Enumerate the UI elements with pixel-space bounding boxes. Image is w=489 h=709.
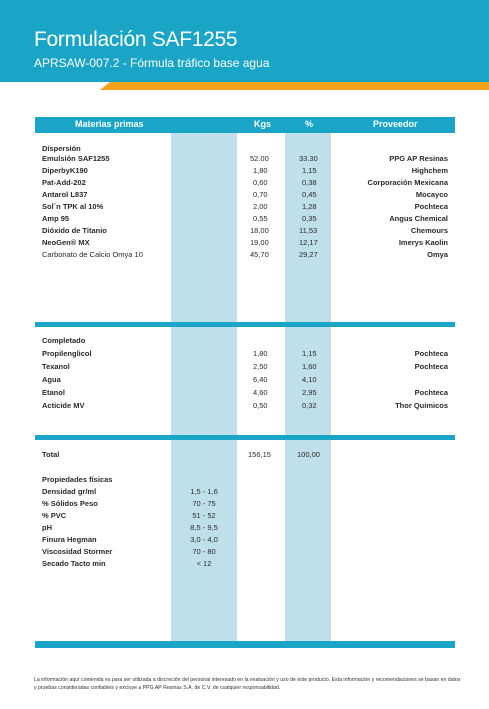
column-header-percent: % [305, 119, 314, 129]
percent-value: 33.30 [299, 154, 318, 163]
kgs-value: 6,40 [253, 375, 268, 384]
disclaimer-line-1: La información aquí contenida es para ser utilizada a discreción del personal interesado en la evaluación y uso de éste producto. Esta información y recomendaciones se basan en datos [34, 677, 461, 683]
supplier-name: Imerys Kaolin [398, 238, 448, 247]
property-value: 70 - 75 [192, 499, 216, 508]
percent-value: 0,45 [302, 190, 317, 199]
property-name: % Sólidos Peso [42, 499, 98, 508]
disclaimer-line-2: y pruebas consideradas confiables y excluye a PPG AP Resinas S.A. de C.V. de cualquier responsabilidad. [34, 685, 281, 691]
total-percent: 100,00 [297, 450, 320, 459]
kgs-value: 2,00 [253, 202, 268, 211]
total-label: Total [42, 450, 60, 459]
accent-stripe [0, 82, 489, 90]
percent-value: 12,17 [299, 238, 318, 247]
property-name: Finura Hegman [42, 535, 97, 544]
total-kgs: 156,15 [248, 450, 271, 459]
kgs-value: 19,00 [250, 238, 269, 247]
kgs-value: 0,60 [253, 178, 268, 187]
material-name: Propilenglicol [42, 349, 92, 358]
kgs-value: 18,00 [250, 226, 269, 235]
percent-value: 0,32 [302, 401, 317, 410]
supplier-name: Pochteca [414, 349, 448, 358]
percent-value: 11,53 [299, 226, 318, 235]
supplier-name: Angus Chemical [389, 214, 448, 223]
column-header-materials: Materias primas [75, 119, 144, 129]
kgs-value: 1,80 [253, 166, 268, 175]
material-name: Sol´n TPK al 10% [42, 202, 104, 211]
material-name: Pat-Add-202 [42, 178, 86, 187]
percent-value: 29,27 [299, 250, 318, 259]
material-name: Agua [42, 375, 61, 384]
material-name: Acticide MV [42, 401, 85, 410]
percent-value: 1,28 [302, 202, 317, 211]
supplier-name: Pochteca [414, 202, 448, 211]
percent-value: 1,60 [302, 362, 317, 371]
section-heading-dispersion: Dispersión [42, 144, 81, 153]
supplier-name: Pochteca [414, 388, 448, 397]
kgs-value: 0,50 [253, 401, 268, 410]
property-value: < 12 [196, 559, 212, 568]
page-title: Formulación SAF1255 [34, 28, 238, 51]
formulation-table [35, 117, 455, 648]
percent-value: 4,10 [302, 375, 317, 384]
kgs-value: 45,70 [250, 250, 269, 259]
supplier-name: Thor Químicos [395, 401, 448, 410]
percent-value: 2,95 [302, 388, 317, 397]
kgs-value: 1,80 [253, 349, 268, 358]
property-name: Viscosidad Stormer [42, 547, 113, 556]
table-footer-band [35, 641, 455, 648]
property-name: Secado Tacto min [42, 559, 106, 568]
material-name: DiperbyK190 [42, 166, 88, 175]
kgs-value: 52.00 [250, 154, 269, 163]
supplier-name: PPG AP Resinas [389, 154, 448, 163]
kgs-value: 0,55 [253, 214, 268, 223]
kgs-value: 0,70 [253, 190, 268, 199]
percent-value: 0,38 [302, 178, 317, 187]
section-heading-completion: Completado [42, 336, 86, 345]
property-value: 70 - 80 [192, 547, 216, 556]
header-banner [0, 0, 489, 82]
material-name: Texanol [42, 362, 70, 371]
percent-value: 0,35 [302, 214, 317, 223]
material-name: Dióxido de Titanio [42, 226, 107, 235]
property-name: % PVC [42, 511, 67, 520]
section-separator [35, 322, 455, 327]
property-name: pH [42, 523, 52, 532]
kgs-value: 2,50 [253, 362, 268, 371]
kgs-value: 4,60 [253, 388, 268, 397]
percent-value: 1,15 [302, 166, 317, 175]
property-value: 51 - 52 [192, 511, 216, 520]
material-name: Etanol [42, 388, 65, 397]
property-value: 1,5 - 1,6 [190, 487, 218, 496]
property-value: 8,5 - 9,5 [190, 523, 218, 532]
page-subtitle: APRSAW-007.2 - Fórmula tráfico base agua [34, 56, 270, 70]
material-name: Amp 95 [42, 214, 70, 223]
material-name: Antarol L837 [42, 190, 88, 199]
supplier-name: Pochteca [414, 362, 448, 371]
column-header-kgs: Kgs [254, 119, 272, 129]
percent-value: 1,15 [302, 349, 317, 358]
column-header-supplier: Proveedor [373, 119, 418, 129]
material-name: Carbonato de Calcio Omya 10 [42, 250, 143, 259]
section-separator [35, 435, 455, 440]
property-name: Densidad gr/ml [42, 487, 97, 496]
supplier-name: Corporación Mexicana [367, 178, 448, 187]
supplier-name: Omya [427, 250, 448, 259]
table-header-row [35, 117, 455, 133]
properties-heading: Propiedades físicas [42, 475, 113, 484]
supplier-name: Highchem [411, 166, 448, 175]
property-value: 3,0 - 4,0 [190, 535, 218, 544]
material-name: Emulsión SAF1255 [42, 154, 110, 163]
supplier-name: Chemours [410, 226, 448, 235]
disclaimer [34, 676, 464, 692]
supplier-name: Mocayco [415, 190, 448, 199]
material-name: NeoGen® MX [42, 238, 90, 247]
